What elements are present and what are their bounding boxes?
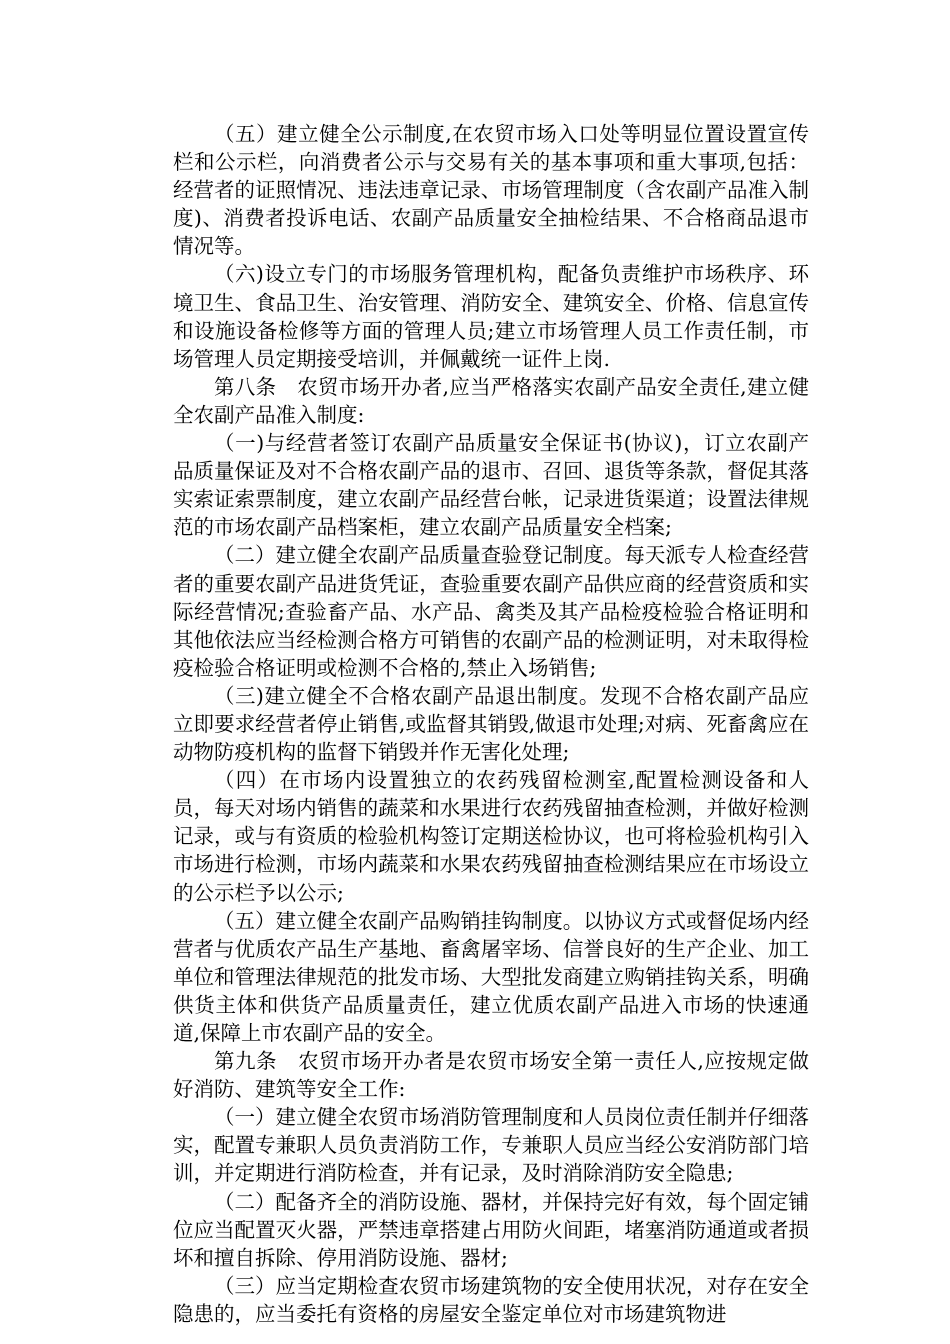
paragraph-market-management-body: （六)设立专门的市场服务管理机构，配备负责维护市场秩序、环境卫生、食品卫生、治安管理、消防安全、建筑安全、价格、信息宣传和设施设备检修等方面的管理人员;建立市场管理人员工作责任制，市场管理人员定期接受培训，并佩戴统一证件上岗. (173, 262, 809, 371)
paragraph-public-notice-system: （五）建立健全公示制度,在农贸市场入口处等明显位置设置宣传栏和公示栏，向消费者公示与交易有关的基本事项和重大事项,包括：经营者的证照情况、违法违章记录、市场管理制度（含农副产品准入制度)、消费者投诉电话、农副产品质量安全抽检结果、不合格商品退市情况等。 (173, 122, 809, 259)
article-9-heading: 第九条 农贸市场开办者是农贸市场安全第一责任人,应按规定做好消防、建筑等安全工作: (173, 1049, 809, 1102)
paragraph-fire-management: （一）建立健全农贸市场消防管理制度和人员岗位责任制并仔细落实，配置专兼职人员负责消防工作，专兼职人员应当经公安消防部门培训，并定期进行消防检查，并有记录，及时消除消防安全隐患; (173, 1105, 809, 1186)
document-page (173, 120, 809, 1328)
paragraph-unqualified-withdrawal: （三)建立健全不合格农副产品退出制度。发现不合格农副产品应立即要求经营者停止销售,或监督其销毁,做退市处理;对病、死畜禽应在动物防疫机构的监督下销毁并作无害化处理; (173, 683, 809, 765)
paragraph-quality-guarantee: （一)与经营者签订农副产品质量安全保证书(协议)，订立农副产品质量保证及对不合格农副产品的退市、召回、退货等条款，督促其落实索证索票制度，建立农副产品经营台帐，记录进货渠道；设置法律规范的市场农副产品档案柜，建立农副产品质量安全档案; (173, 431, 809, 540)
paragraph-fire-equipment: （二）配备齐全的消防设施、器材，并保持完好有效，每个固定铺位应当配置灭火器，严禁违章搭建占用防火间距，堵塞消防通道或者损坏和擅自拆除、停用消防设施、器材; (173, 1189, 809, 1270)
paragraph-purchase-sales-link: （五）建立健全农副产品购销挂钩制度。以协议方式或督促场内经营者与优质农产品生产基地、畜禽屠宰场、信誉良好的生产企业、加工单位和管理法律规范的批发市场、大型批发商建立购销挂钩关系，明确供货主体和供货产品质量责任，建立优质农副产品进入市场的快速通道,保障上市农副产品的安全。 (173, 908, 809, 1045)
paragraph-building-safety: （三）应当定期检查农贸市场建筑物的安全使用状况，对存在安全隐患的，应当委托有资格的房屋安全鉴定单位对市场建筑物进 (173, 1273, 809, 1326)
article-8-heading: 第八条 农贸市场开办者,应当严格落实农副产品安全责任,建立健全农副产品准入制度: (173, 374, 809, 427)
paragraph-pesticide-testing: （四）在市场内设置独立的农药残留检测室,配置检测设备和人员，每天对场内销售的蔬菜和水果进行农药残留抽查检测，并做好检测记录，或与有资质的检验机构签订定期送检协议，也可将检验机构引入市场进行检测，市场内蔬菜和水果农药残留抽查检测结果应在市场设立的公示栏予以公示; (173, 768, 809, 905)
paragraph-inspection-registration: （二）建立健全农副产品质量查验登记制度。每天派专人检查经营者的重要农副产品进货凭证，查验重要农副产品供应商的经营资质和实际经营情况;查验畜产品、水产品、禽类及其产品检疫检验合格证明和其他依法应当经检测合格方可销售的农副产品的检测证明，对未取得检疫检验合格证明或检测不合格的,禁止入场销售; (173, 543, 809, 680)
